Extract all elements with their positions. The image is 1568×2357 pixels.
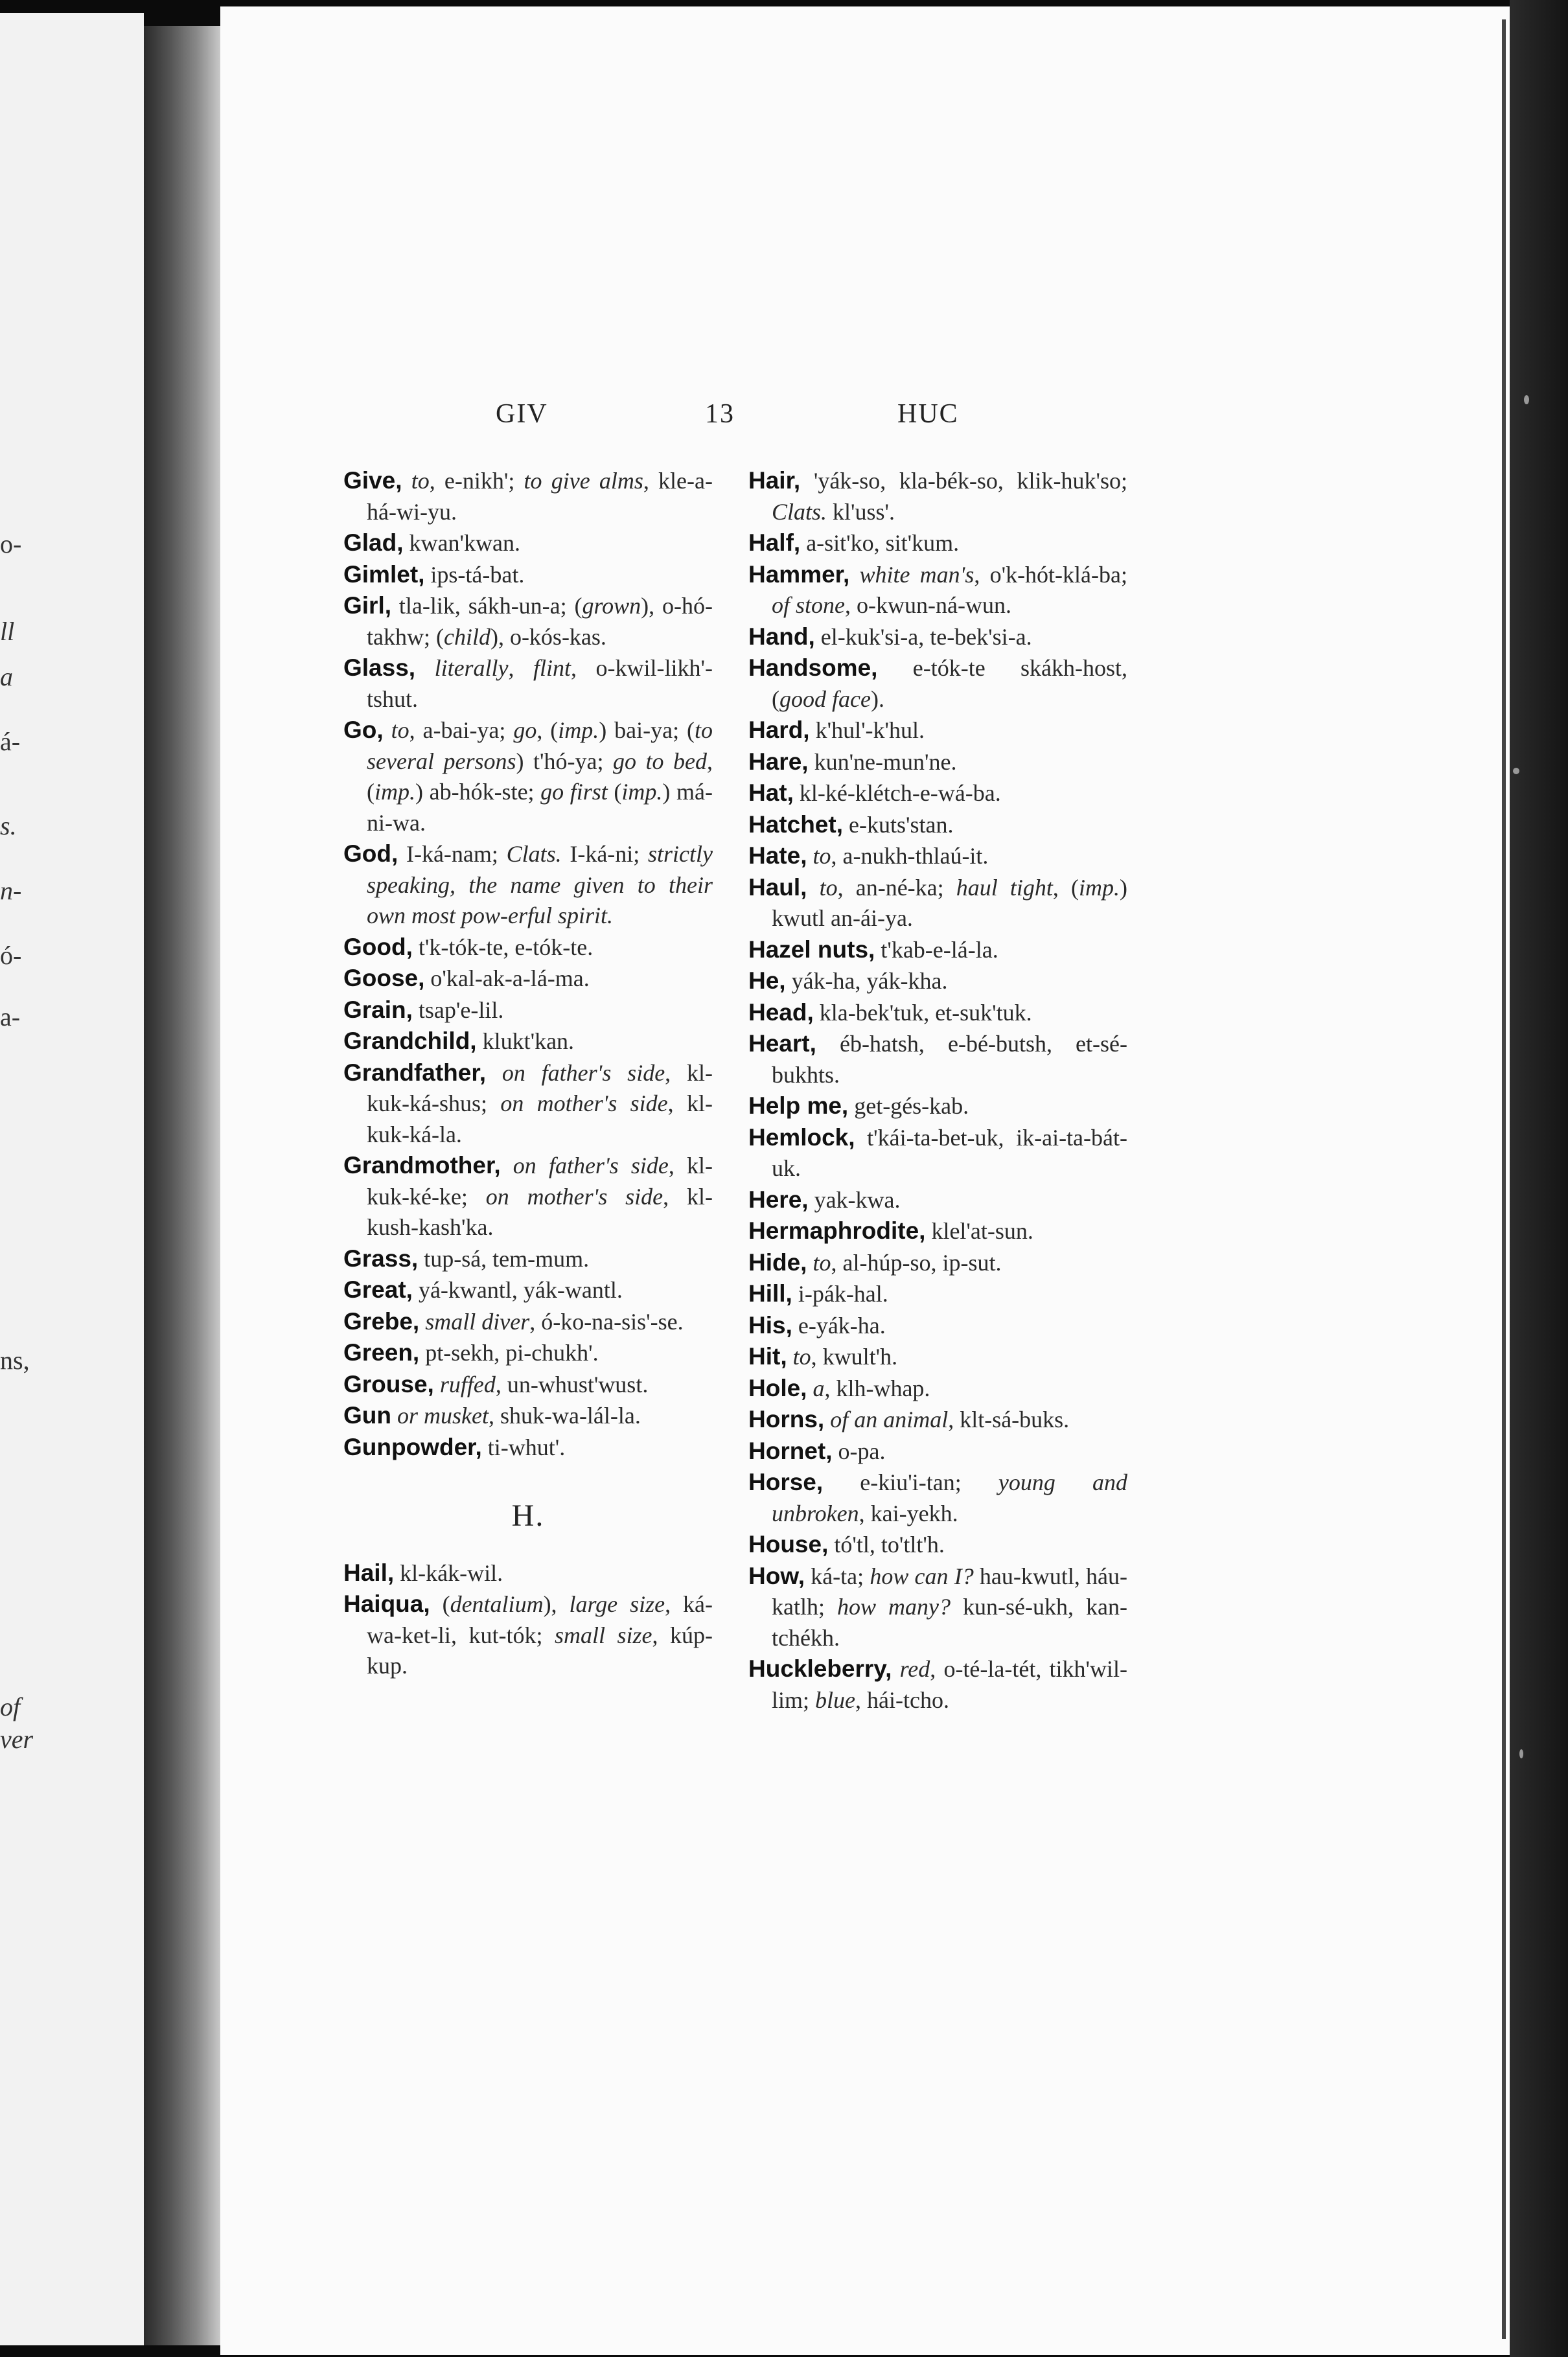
dictionary-entry (748, 527, 1127, 559)
gloss-italic: blue (815, 1686, 855, 1713)
definition-text: , ( (536, 717, 559, 743)
headword: Handsome, (748, 654, 878, 681)
definition-text: , a-nukh-thlaú-it. (831, 843, 989, 869)
definition-text: , kai-yekh. (859, 1500, 958, 1526)
definition-text (419, 1309, 425, 1335)
definition-text: hau-kwutl, háu-katlh; (772, 1563, 1128, 1620)
definition-text: ) t'hó-ya; (516, 748, 613, 774)
gloss-italic: young and unbroken (772, 1469, 1127, 1526)
prev-page-fragment: ns, (0, 1346, 30, 1375)
dictionary-entry (343, 963, 713, 995)
dictionary-entry (748, 1529, 1127, 1561)
dictionary-entry (343, 1558, 713, 1589)
definition-text: ) bai-ya; ( (599, 717, 695, 743)
definition-text: , e-nikh'; (429, 468, 524, 494)
headword: Hand, (748, 623, 815, 650)
gloss-italic: large size (569, 1591, 665, 1617)
dictionary-entry (748, 1467, 1127, 1529)
dictionary-entry (748, 652, 1127, 715)
right-guide-word: HUC (897, 399, 959, 429)
previous-page-edge (0, 13, 144, 2345)
definition-text: ) má-ni-wa. (367, 779, 713, 836)
headword: Horns, (748, 1406, 825, 1432)
dictionary-entry (748, 934, 1127, 966)
headword: Grouse, (343, 1370, 434, 1397)
dictionary-entry (343, 1026, 713, 1057)
definition-text: yá-kwantl, yák-wantl. (412, 1277, 623, 1303)
running-header (0, 398, 1568, 437)
gloss-italic: to (411, 468, 430, 494)
definition-text: , kl-kuk-ká-shus; (367, 1059, 713, 1116)
definition-text: , a-bai-ya; (409, 717, 514, 743)
headword: Glass, (343, 654, 416, 681)
gloss-italic: ruffed (439, 1371, 496, 1397)
dictionary-entry (343, 838, 713, 932)
dictionary-entry (343, 1306, 713, 1338)
headword: Hill, (748, 1280, 792, 1307)
headword: Hard, (748, 717, 810, 743)
dictionary-entry (748, 715, 1127, 746)
headword: Green, (343, 1339, 420, 1366)
gloss-italic: Clats. (506, 841, 562, 867)
gloss-italic: white man's (859, 561, 974, 588)
gloss-italic: small diver (425, 1308, 530, 1335)
prev-page-fragment: ver (0, 1725, 34, 1754)
definition-text (434, 1372, 440, 1397)
headword: Hole, (748, 1374, 807, 1401)
definition-text: ), o-hó-takhw; ( (367, 593, 713, 650)
gloss-italic: to (391, 717, 409, 743)
headword: Half, (748, 529, 801, 556)
gloss-italic: small size (554, 1622, 652, 1648)
dictionary-entry (343, 1057, 713, 1151)
scan-speck (1519, 1749, 1523, 1758)
definition-text: kl-ké-klétch-e-wá-ba. (793, 780, 1001, 806)
entries-h-left (343, 1558, 713, 1682)
gloss-italic: go (513, 717, 537, 743)
gloss-italic: to (813, 843, 831, 869)
gloss-italic: strictly speaking, the name given to their own most pow-erful spirit. (367, 841, 713, 928)
headword: Hat, (748, 779, 794, 806)
book-gutter (144, 26, 220, 2345)
definition-text: , kúp-kup. (367, 1622, 713, 1679)
headword: Good, (343, 933, 413, 960)
definition-text: kla-bek'tuk, et-suk'tuk. (813, 999, 1032, 1026)
headword: House, (748, 1531, 829, 1558)
gloss-italic: imp. (621, 779, 663, 805)
headword: Horse, (748, 1469, 824, 1495)
definition-text (501, 1153, 513, 1178)
definition-text (402, 468, 411, 494)
definition-text (486, 1060, 502, 1086)
definition-text: , kwult'h. (811, 1344, 898, 1370)
definition-text (824, 1407, 830, 1432)
page-edge-line (1502, 19, 1506, 2339)
headword: Hair, (748, 467, 801, 494)
dictionary-entry (748, 840, 1127, 872)
prev-page-fragment: a- (0, 1002, 21, 1031)
definition-text: I-ká-nam; (398, 841, 507, 867)
definition-text: yak-kwa. (808, 1186, 901, 1213)
gloss-italic: on father's side (513, 1153, 669, 1178)
dictionary-entry (748, 1184, 1127, 1216)
prev-page-fragment: o- (0, 529, 22, 558)
dictionary-entry (748, 746, 1127, 778)
gloss-italic: go to bed (612, 748, 707, 774)
headword: Gun (343, 1402, 391, 1429)
headword: Grain, (343, 996, 413, 1023)
definition-text: , an-né-ka; (837, 874, 956, 901)
headword: Hate, (748, 842, 807, 869)
dictionary-entry (343, 590, 713, 652)
definition-text: tla-lik, sákh-un-a; ( (391, 593, 582, 619)
gloss-italic: how many? (837, 1594, 951, 1620)
gloss-italic: to (819, 874, 838, 901)
page-number: 13 (705, 399, 735, 429)
definition-text: , kle-a-há-wi-yu. (367, 468, 713, 525)
dictionary-entry (343, 1432, 713, 1464)
definition-text: , kl-kuk-ká-la. (367, 1090, 713, 1147)
prev-page-fragment: ll (0, 617, 15, 646)
headword: He, (748, 967, 786, 994)
gloss-italic: to (813, 1249, 831, 1276)
dictionary-entry (343, 1337, 713, 1369)
definition-text: e-kiu'i-tan; (823, 1469, 998, 1495)
dictionary-entry (343, 715, 713, 838)
dictionary-entry (343, 932, 713, 963)
dictionary-entry (343, 465, 713, 527)
dictionary-entry (748, 777, 1127, 809)
dictionary-entry (343, 1274, 713, 1306)
headword: Hide, (748, 1248, 807, 1276)
definition-text: , o-té-la-tét, tikh'wil-lim; (772, 1656, 1128, 1713)
headword: His, (748, 1311, 792, 1339)
definition-text: ( (607, 779, 622, 805)
definition-text: kun'ne-mun'ne. (808, 748, 957, 775)
prev-page-fragment: ó- (0, 941, 22, 970)
definition-text: ti-whut'. (481, 1434, 566, 1460)
headword: Hermaphrodite, (748, 1217, 926, 1244)
section-letter-mark: H. (511, 1499, 545, 1533)
headword: Glad, (343, 529, 404, 556)
definition-text (391, 1403, 397, 1429)
headword: Great, (343, 1276, 413, 1303)
gloss-italic: on mother's side (500, 1090, 668, 1116)
definition-text: tó'tl, to'tlt'h. (828, 1532, 945, 1558)
dictionary-entry (748, 1215, 1127, 1247)
definition-text: 'yák-so, kla-bék-so, klik-huk'so; (800, 468, 1127, 494)
headword: Grass, (343, 1245, 419, 1272)
definition-text: , o-kwun-ná-wun. (845, 592, 1011, 618)
gloss-italic: child (443, 623, 490, 650)
definition-text: , ( (367, 748, 713, 805)
definition-text: , al-húp-so, ip-sut. (831, 1249, 1002, 1276)
definition-text (415, 655, 434, 681)
headword: Gimlet, (343, 560, 425, 588)
definition-text: yák-ha, yák-kha. (785, 968, 948, 994)
definition-text: , ká-wa-ket-li, kut-tók; (367, 1591, 713, 1648)
gloss-italic: flint (533, 655, 571, 681)
dictionary-entry (748, 559, 1127, 621)
definition-text: , klh-whap. (824, 1375, 930, 1401)
definition-text: ( (430, 1591, 450, 1617)
dictionary-entry (343, 1150, 713, 1243)
gloss-italic: on father's side (502, 1059, 665, 1086)
dictionary-entry (343, 1589, 713, 1682)
headword: Hare, (748, 748, 809, 775)
headword: Haiqua, (343, 1591, 430, 1617)
definition-text: kwan'kwan. (403, 530, 520, 556)
dictionary-entry (748, 1653, 1127, 1716)
definition-text: i-pák-hal. (792, 1281, 888, 1307)
headword: Go, (343, 717, 384, 743)
left-column (343, 465, 713, 1682)
definition-text: get-gés-kab. (848, 1093, 969, 1119)
definition-text (892, 1656, 899, 1682)
definition-text: e-kuts'stan. (842, 811, 954, 838)
definition-text: ) kwutl an-ái-ya. (772, 874, 1127, 931)
dictionary-entry (748, 1028, 1127, 1090)
gloss-italic: literally (434, 655, 509, 681)
headword: Hornet, (748, 1437, 833, 1464)
dictionary-entry (748, 621, 1127, 653)
headword: Grandfather, (343, 1059, 486, 1086)
headword: Girl, (343, 592, 392, 619)
dictionary-entry (748, 1247, 1127, 1279)
definition-text (787, 1344, 793, 1370)
definition-text: , o'k-hót-klá-ba; (974, 561, 1127, 588)
gloss-italic: to give alms (524, 468, 643, 494)
definition-text: , shuk-wa-lál-la. (488, 1403, 641, 1429)
definition-text (384, 717, 391, 743)
gloss-italic: imp. (1079, 874, 1120, 901)
definition-text: , klt-sá-buks. (948, 1407, 1070, 1432)
definition-text: I-ká-ni; (561, 841, 649, 867)
definition-text: klel'at-sun. (925, 1218, 1033, 1244)
headword: Hazel nuts, (748, 936, 875, 963)
gloss-italic: how can I? (870, 1563, 974, 1589)
definition-text: pt-sekh, pi-chukh'. (419, 1340, 599, 1366)
headword: Hatchet, (748, 811, 843, 838)
definition-text: , kl-kush-kash'ka. (367, 1183, 713, 1240)
definition-text: ips-tá-bat. (424, 561, 525, 588)
dictionary-entry (343, 559, 713, 591)
definition-text: , hái-tcho. (855, 1686, 949, 1713)
dictionary-entry (343, 1369, 713, 1401)
gloss-italic: haul tight (956, 874, 1053, 901)
dictionary-entry (343, 995, 713, 1026)
dictionary-entry (343, 1400, 713, 1432)
definition-text: , ó-ko-na-sis'-se. (529, 1308, 684, 1335)
headword: Here, (748, 1186, 809, 1213)
headword: Grandmother, (343, 1152, 501, 1178)
headword: Hail, (343, 1559, 395, 1586)
headword: Help me, (748, 1092, 849, 1119)
dictionary-entry (748, 1090, 1127, 1122)
definition-text: a-sit'ko, sit'kum. (800, 530, 960, 556)
dictionary-entry (748, 1436, 1127, 1467)
definition-text: el-kuk'si-a, te-bek'si-a. (814, 623, 1032, 650)
headword: Goose, (343, 965, 425, 991)
definition-text: kl-kák-wil. (394, 1559, 503, 1586)
definition-text: kun-sé-ukh, kan-tchékh. (772, 1594, 1128, 1651)
gloss-italic: dentalium (450, 1591, 544, 1617)
definition-text (849, 562, 859, 588)
entries-g (343, 465, 713, 1463)
gloss-italic: of stone (772, 592, 845, 618)
right-column (748, 465, 1127, 1716)
dictionary-entry (748, 465, 1127, 527)
scan-speck (1513, 768, 1519, 774)
dictionary-entry (748, 809, 1127, 841)
headword: Heart, (748, 1030, 816, 1057)
gloss-italic: or musket (397, 1403, 489, 1429)
definition-text: t'kab-e-lá-la. (875, 936, 998, 963)
gloss-italic: on mother's side (485, 1183, 663, 1210)
dictionary-entry (748, 1122, 1127, 1184)
definition-text: klukt'kan. (476, 1028, 575, 1054)
headword: Hit, (748, 1343, 787, 1370)
definition-text: e-yák-ha. (792, 1312, 886, 1339)
dictionary-entry (748, 1310, 1127, 1342)
gloss-italic: to (792, 1344, 811, 1370)
prev-page-fragment: á- (0, 727, 21, 756)
definition-text: e-tók-te skákh-host, ( (772, 655, 1127, 712)
dictionary-entry (748, 872, 1127, 934)
headword: Grebe, (343, 1307, 420, 1335)
headword: Hammer, (748, 560, 850, 588)
definition-text: éb-hatsh, e-bé-butsh, et-sé-bukhts. (772, 1031, 1127, 1088)
definition-text (807, 875, 819, 901)
gloss-italic: grown (582, 593, 641, 619)
definition-text: o'kal-ak-a-lá-ma. (424, 965, 590, 991)
dictionary-entry (343, 527, 713, 559)
dictionary-entry (748, 1341, 1127, 1373)
gloss-italic: imp. (375, 779, 415, 805)
dictionary-entry (748, 1404, 1127, 1436)
gloss-italic: to several persons (367, 717, 713, 774)
left-guide-word: GIV (496, 399, 548, 429)
definition-text: ká-ta; (805, 1563, 870, 1589)
gloss-italic: go first (540, 779, 608, 805)
prev-page-fragment: a (0, 662, 13, 691)
gloss-italic: imp. (558, 717, 599, 743)
dictionary-entry (748, 1561, 1127, 1654)
gloss-italic: a (813, 1375, 825, 1401)
prev-page-fragment: of (0, 1692, 21, 1721)
entries-h-right (748, 465, 1127, 1716)
definition-text: tup-sá, tem-mum. (418, 1245, 590, 1272)
gloss-italic: good face (779, 685, 871, 712)
headword: Haul, (748, 873, 807, 901)
dictionary-entry (748, 965, 1127, 997)
definition-text: , (508, 655, 534, 681)
definition-text: ) ab-hók-ste; (415, 779, 541, 805)
headword: Head, (748, 998, 814, 1026)
gloss-italic: Clats. (772, 498, 827, 525)
definition-text: , o-kwil-likh'-tshut. (367, 655, 713, 712)
dictionary-entry (343, 652, 713, 715)
headword: How, (748, 1562, 805, 1589)
headword: Huckleberry, (748, 1655, 892, 1682)
dictionary-entry (748, 1373, 1127, 1405)
scan-border (1510, 0, 1568, 2357)
definition-text: , un-whust'wust. (495, 1371, 649, 1397)
headword: Hemlock, (748, 1123, 855, 1151)
definition-text: kl'uss'. (827, 498, 895, 525)
headword: Gunpowder, (343, 1433, 482, 1460)
definition-text: ), (543, 1591, 570, 1617)
definition-text: t'k-tók-te, e-tók-te. (412, 934, 594, 960)
definition-text: ). (870, 685, 884, 712)
prev-page-fragment: n- (0, 876, 22, 905)
definition-text: k'hul'-k'hul. (809, 717, 925, 743)
definition-text: o-pa. (832, 1438, 886, 1464)
prev-page-fragment: s. (0, 811, 17, 840)
definition-text: t'kái-ta-bet-uk, ik-ai-ta-bát-uk. (772, 1124, 1127, 1181)
dictionary-entry (343, 1243, 713, 1275)
dictionary-entry (748, 997, 1127, 1029)
definition-text: , kl-kuk-ké-ke; (367, 1153, 713, 1210)
headword: God, (343, 840, 398, 867)
definition-text: ), o-kós-kas. (490, 623, 606, 650)
headword: Grandchild, (343, 1028, 477, 1054)
gloss-italic: of an animal (830, 1407, 949, 1432)
dictionary-entry (748, 1278, 1127, 1310)
definition-text: tsap'e-lil. (412, 996, 504, 1023)
gloss-italic: red (899, 1656, 930, 1682)
headword: Give, (343, 467, 402, 494)
definition-text: , ( (1052, 874, 1079, 901)
